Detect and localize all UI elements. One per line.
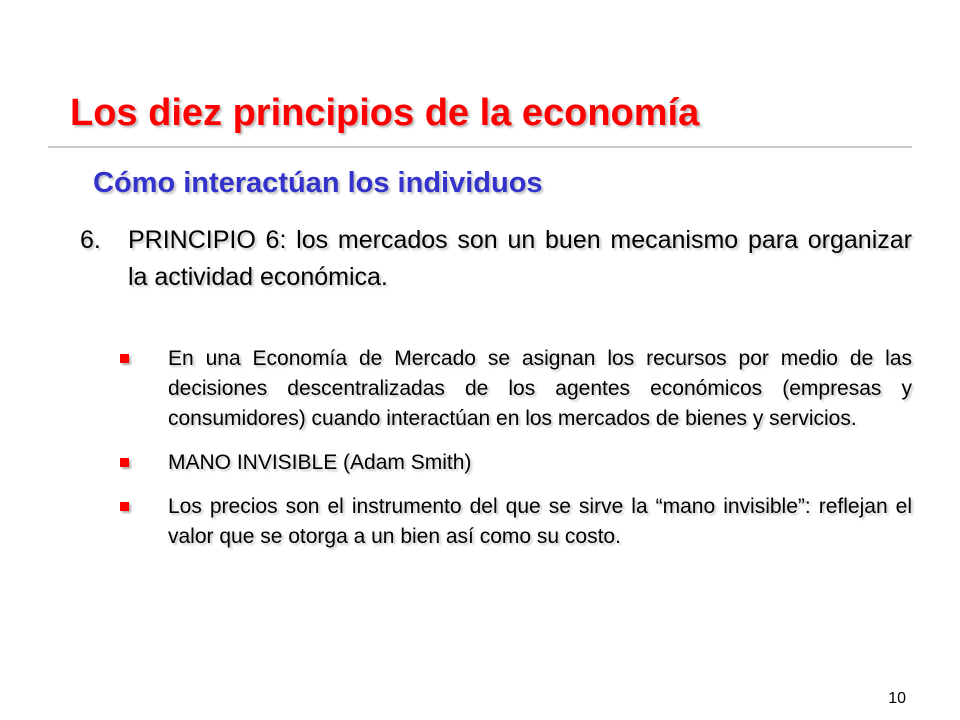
bullet-text: En una Economía de Mercado se asignan los recursos por medio de las decisiones descentralizadas de los agentes económicos (empresas y consumidores) cuando interactúan en los mercados de bienes y servicios.: [168, 347, 912, 430]
square-bullet-icon: [118, 448, 168, 478]
bullet-text: MANO INVISIBLE (Adam Smith): [168, 451, 472, 474]
principle-item: [80, 222, 912, 296]
page-number: 10: [888, 690, 906, 707]
square-bullet-icon: [118, 344, 168, 434]
principle-number: 6.: [80, 226, 101, 254]
bullet-list: [118, 344, 912, 566]
slide-title: Los diez principios de la economía: [70, 92, 700, 134]
square-bullet-icon: [118, 492, 168, 552]
bullet-item: [118, 344, 912, 434]
bullet-text: Los precios son el instrumento del que se sirve la “mano invisible”: reflejan el valor que se otorga a un bien así como su costo.: [168, 495, 912, 548]
principle-text: PRINCIPIO 6: los mercados son un buen mecanismo para organizar la actividad económica.: [128, 226, 912, 291]
title-divider: [48, 146, 912, 148]
bullet-item: [118, 492, 912, 552]
bullet-item: [118, 448, 912, 478]
slide-subtitle: Cómo interactúan los individuos: [93, 167, 543, 199]
